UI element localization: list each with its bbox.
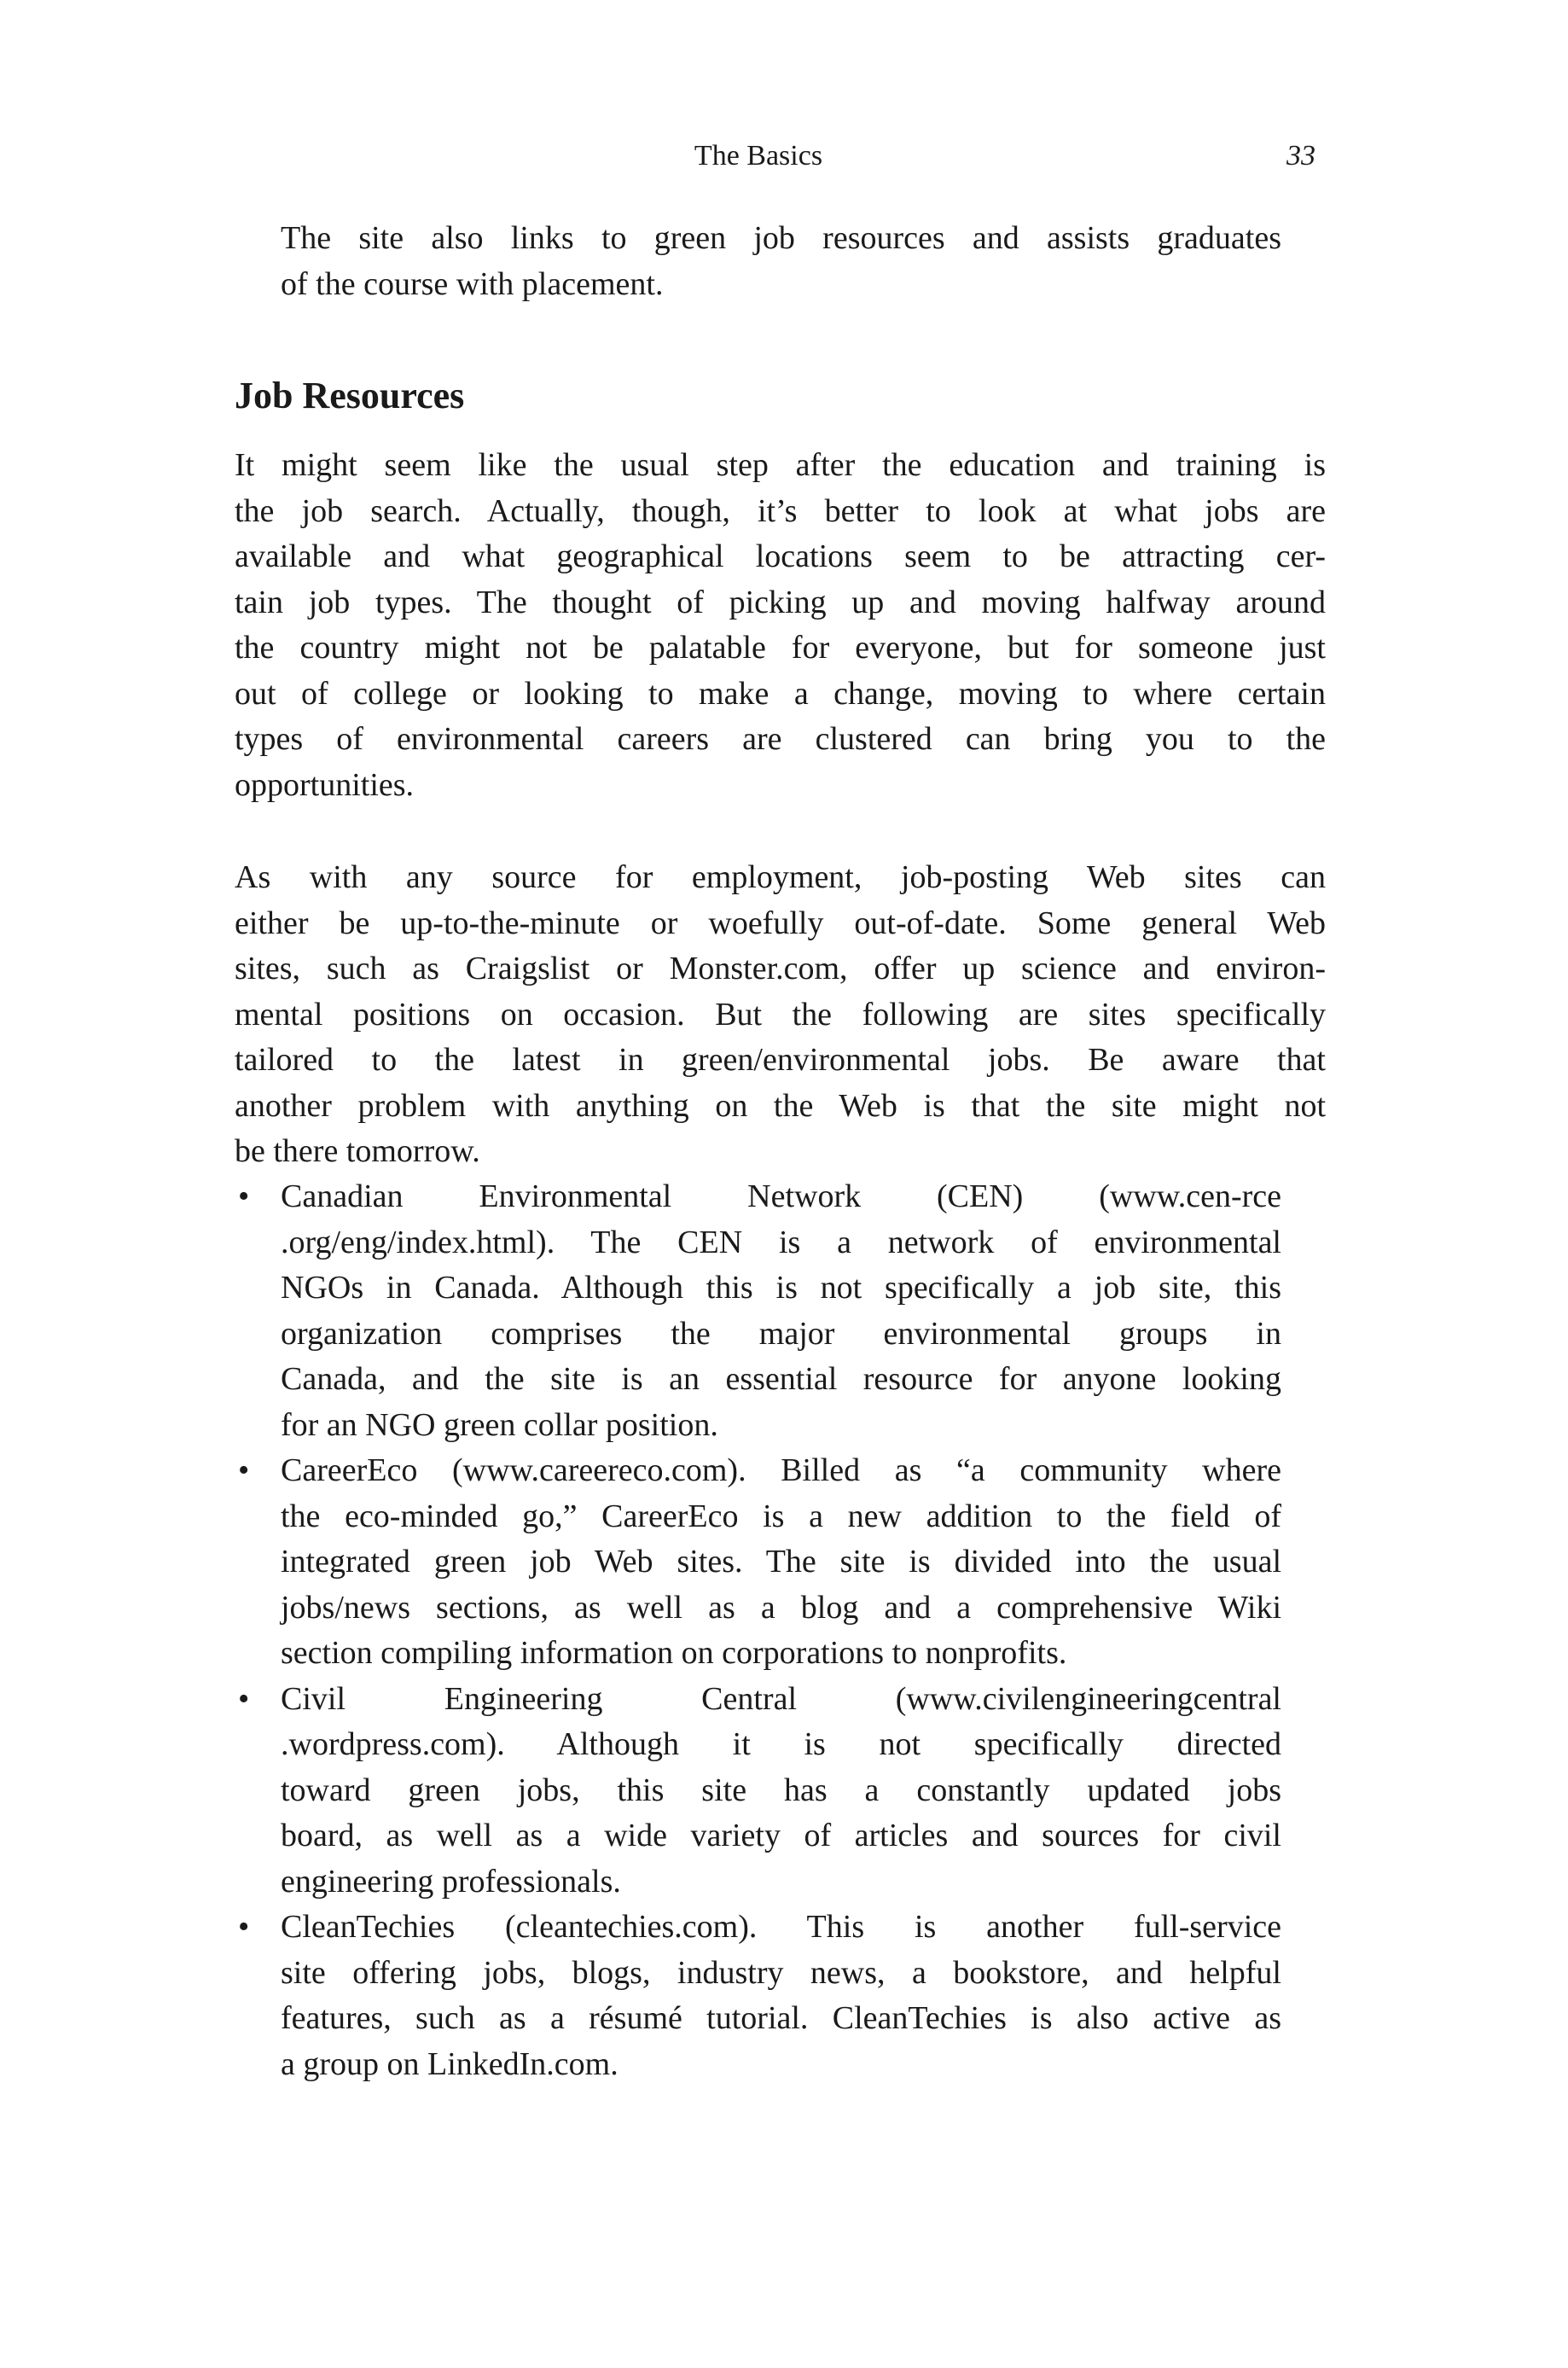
text-line: types of environmental careers are clustered can bring you to the [235,721,1326,757]
page-number: 33 [1286,140,1315,172]
list-item [238,1448,1281,1677]
text-line: be there tomorrow. [235,1133,480,1169]
text-line: tailored to the latest in green/environmental jobs. Be aware that [235,1042,1326,1078]
bullet-icon: • [238,1178,250,1214]
text-line: .org/eng/index.html). The CEN is a network of environmental [281,1224,1281,1260]
text-line: for an NGO green collar position. [281,1406,718,1443]
text-line: integrated green job Web sites. The site is divided into the usual [281,1544,1281,1580]
bullet-icon: • [238,1452,250,1488]
text-line: opportunities. [235,766,415,803]
bullet-icon: • [238,1909,250,1945]
text-line: the job search. Actually, though, it’s better to look at what jobs are [235,492,1326,529]
text-line: site offering jobs, blogs, industry news, a bookstore, and helpful [281,1954,1281,1991]
text-line: toward green jobs, this site has a constantly updated jobs [281,1772,1281,1808]
text-line: of the course with placement. [281,265,664,302]
running-head: The Basics [694,140,823,172]
section-heading: Job Resources [235,375,465,416]
text-line: a group on LinkedIn.com. [281,2045,618,2082]
text-line: section compiling information on corporations to nonprofits. [281,1635,1067,1671]
text-line: tain job types. The thought of picking up and moving halfway around [235,584,1326,620]
body-paragraph-2 [235,855,1326,1175]
text-line: another problem with anything on the Web is that the site might not [235,1087,1326,1124]
list-item [238,1905,1281,2087]
text-line: CareerEco (www.careereco.com). Billed as “a community where [281,1452,1281,1488]
text-line: jobs/news sections, as well as a blog and a comprehensive Wiki [281,1589,1281,1626]
text-line: out of college or looking to make a change, moving to where certain [235,675,1326,712]
list-item [238,1677,1281,1905]
text-line: .wordpress.com). Although it is not specifically directed [281,1726,1281,1762]
text-line: board, as well as a wide variety of articles and sources for civil [281,1818,1281,1853]
text-line: Civil Engineering Central (www.civilengineeringcentral [281,1680,1281,1717]
text-line: engineering professionals. [281,1863,621,1900]
resource-list [238,1174,1281,2087]
text-line: Canadian Environmental Network (CEN) (www.cen-rce [281,1178,1281,1214]
text-line: NGOs in Canada. Although this is not specifically a job site, this [281,1270,1281,1306]
text-line: available and what geographical locations seem to be attracting cer- [235,538,1326,574]
text-line: Canada, and the site is an essential resource for anyone looking [281,1361,1281,1397]
list-item [238,1174,1281,1448]
body-paragraph-1 [235,443,1326,808]
text-line: the country might not be palatable for everyone, but for someone just [235,630,1326,666]
text-line: either be up-to-the-minute or woefully out-of-date. Some general Web [235,905,1326,941]
text-line: As with any source for employment, job-posting Web sites can [235,859,1326,895]
bullet-icon: • [238,1680,250,1717]
text-line: The site also links to green job resources and assists graduates [281,220,1281,256]
text-line: organization comprises the major environmental groups in [281,1315,1281,1352]
intro-paragraph [281,216,1281,307]
text-line: It might seem like the usual step after the education and training is [235,447,1326,483]
text-line: mental positions on occasion. But the following are sites specifically [235,996,1326,1033]
text-line: the eco-minded go,” CareerEco is a new addition to the field of [281,1498,1281,1534]
text-line: features, such as a résumé tutorial. CleanTechies is also active as [281,2000,1281,2036]
text-line: CleanTechies (cleantechies.com). This is another full-service [281,1909,1281,1945]
text-line: sites, such as Craigslist or Monster.com, offer up science and environ- [235,951,1326,986]
